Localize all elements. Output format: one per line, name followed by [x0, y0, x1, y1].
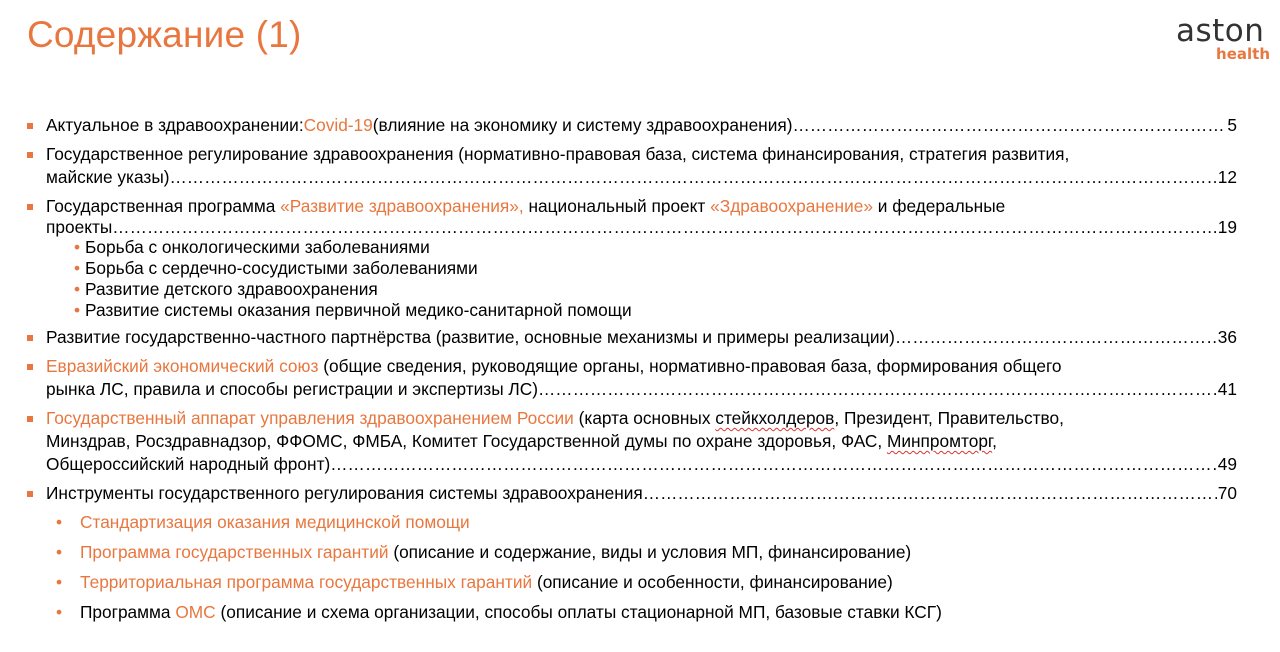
- toc-item-gov-apparatus[interactable]: Государственный аппарат управления здравоохранением России (карта основных стейкхолдеров, Президент, Правительство, Минздрав, Росздравнадзор, ФФОМС, ФМБА, Комитет Государственной думы по охране здоровья, ФАС, Минпромторг, Общероссийский народный фронт) ……………………………………………………………………………………………………………………………………………………………………………………… 49: [27, 407, 1237, 476]
- page-number: 19: [1217, 217, 1237, 237]
- page-title: Содержание (1): [27, 14, 302, 55]
- leader-dots: [170, 166, 1217, 189]
- instruments-sub-list: [27, 507, 1237, 627]
- square-bullet-icon: [27, 364, 33, 370]
- logo-word-health: health: [1216, 45, 1270, 63]
- page-number: 41: [1217, 379, 1237, 399]
- sub-item-oncology[interactable]: • Борьба с онкологическими заболеваниями: [74, 237, 1237, 258]
- sub-list: [46, 237, 1237, 321]
- leader-dots: [895, 326, 1217, 349]
- page-number: 36: [1217, 327, 1237, 347]
- page-number: 5: [1227, 115, 1237, 135]
- leader-dots: [643, 482, 1217, 505]
- square-bullet-icon: [27, 416, 33, 422]
- table-of-contents: [27, 114, 1237, 627]
- leader-dots: [793, 114, 1227, 137]
- toc-item-instruments[interactable]: Инструменты государственного регулирования системы здравоохранения ……………………………………………………………………………………………………………………………………………………………………………………… 70: [27, 482, 1237, 505]
- page-number: 12: [1217, 167, 1237, 187]
- square-bullet-icon: [27, 152, 33, 158]
- toc-item-regulation[interactable]: Государственное регулирование здравоохранения (нормативно-правовая база, система финансирования, стратегия развития, майские указы) ……………………………………………………………………………………………………………………………………………………………………………………… 12: [27, 143, 1237, 189]
- toc-item-state-program[interactable]: Государственная программа «Развитие здравоохранения», национальный проект «Здравоохранение» и федеральные проекты ……………………………………………………………………………………………………………………………………………………………………………………… 19 • Борьба с онкологическими заболеваниями • Борьба с сердечно-сосудистыми заболеваниями • Развитие детского здравоохранения • Развитие системы оказания первичной медико-санитарной помощи: [27, 195, 1237, 321]
- leader-dots: [538, 378, 1217, 401]
- sub-item-children[interactable]: • Развитие детского здравоохранения: [74, 279, 1237, 300]
- leader-dots: [330, 453, 1217, 476]
- aston-health-logo: [1170, 13, 1270, 64]
- toc-item-covid[interactable]: Актуальное в здравоохранении: Covid-19 (влияние на экономику и систему здравоохранения) ……………………………………………………………………………………………………………………………………………………………………………………… 5: [27, 114, 1237, 137]
- sub-item-primary-care[interactable]: • Развитие системы оказания первичной медико-санитарной помощи: [74, 300, 1237, 321]
- sub-item-cardio[interactable]: • Борьба с сердечно-сосудистыми заболеваниями: [74, 258, 1237, 279]
- square-bullet-icon: [27, 204, 33, 210]
- page-number: 49: [1217, 454, 1237, 474]
- sub-item-state-guarantees[interactable]: • Программа государственных гарантий (описание и содержание, виды и условия МП, финансирование): [56, 537, 1237, 567]
- page-number: 70: [1217, 483, 1237, 503]
- square-bullet-icon: [27, 123, 33, 129]
- sub-item-oms[interactable]: • Программа ОМС (описание и схема организации, способы оплаты стационарной МП, базовые ставки КСГ): [56, 597, 1237, 627]
- sub-item-standardization[interactable]: • Стандартизация оказания медицинской помощи: [56, 507, 1237, 537]
- leader-dots: [112, 218, 1216, 237]
- square-bullet-icon: [27, 491, 33, 497]
- toc-item-eaeu[interactable]: Евразийский экономический союз (общие сведения, руководящие органы, нормативно-правовая база, формирования общего рынка ЛС, правила и способы регистрации и экспертизы ЛС) ……………………………………………………………………………………………………………………………………………………………………………………… 41: [27, 355, 1237, 401]
- square-bullet-icon: [27, 335, 33, 341]
- sub-item-territorial-guarantees[interactable]: • Территориальная программа государственных гарантий (описание и особенности, финансирование): [56, 567, 1237, 597]
- toc-item-ppp[interactable]: Развитие государственно-частного партнёрства (развитие, основные механизмы и примеры реализации) ……………………………………………………………………………………………………………………………………………………………………………………… 36: [27, 326, 1237, 349]
- logo-word-aston: aston: [1176, 13, 1265, 49]
